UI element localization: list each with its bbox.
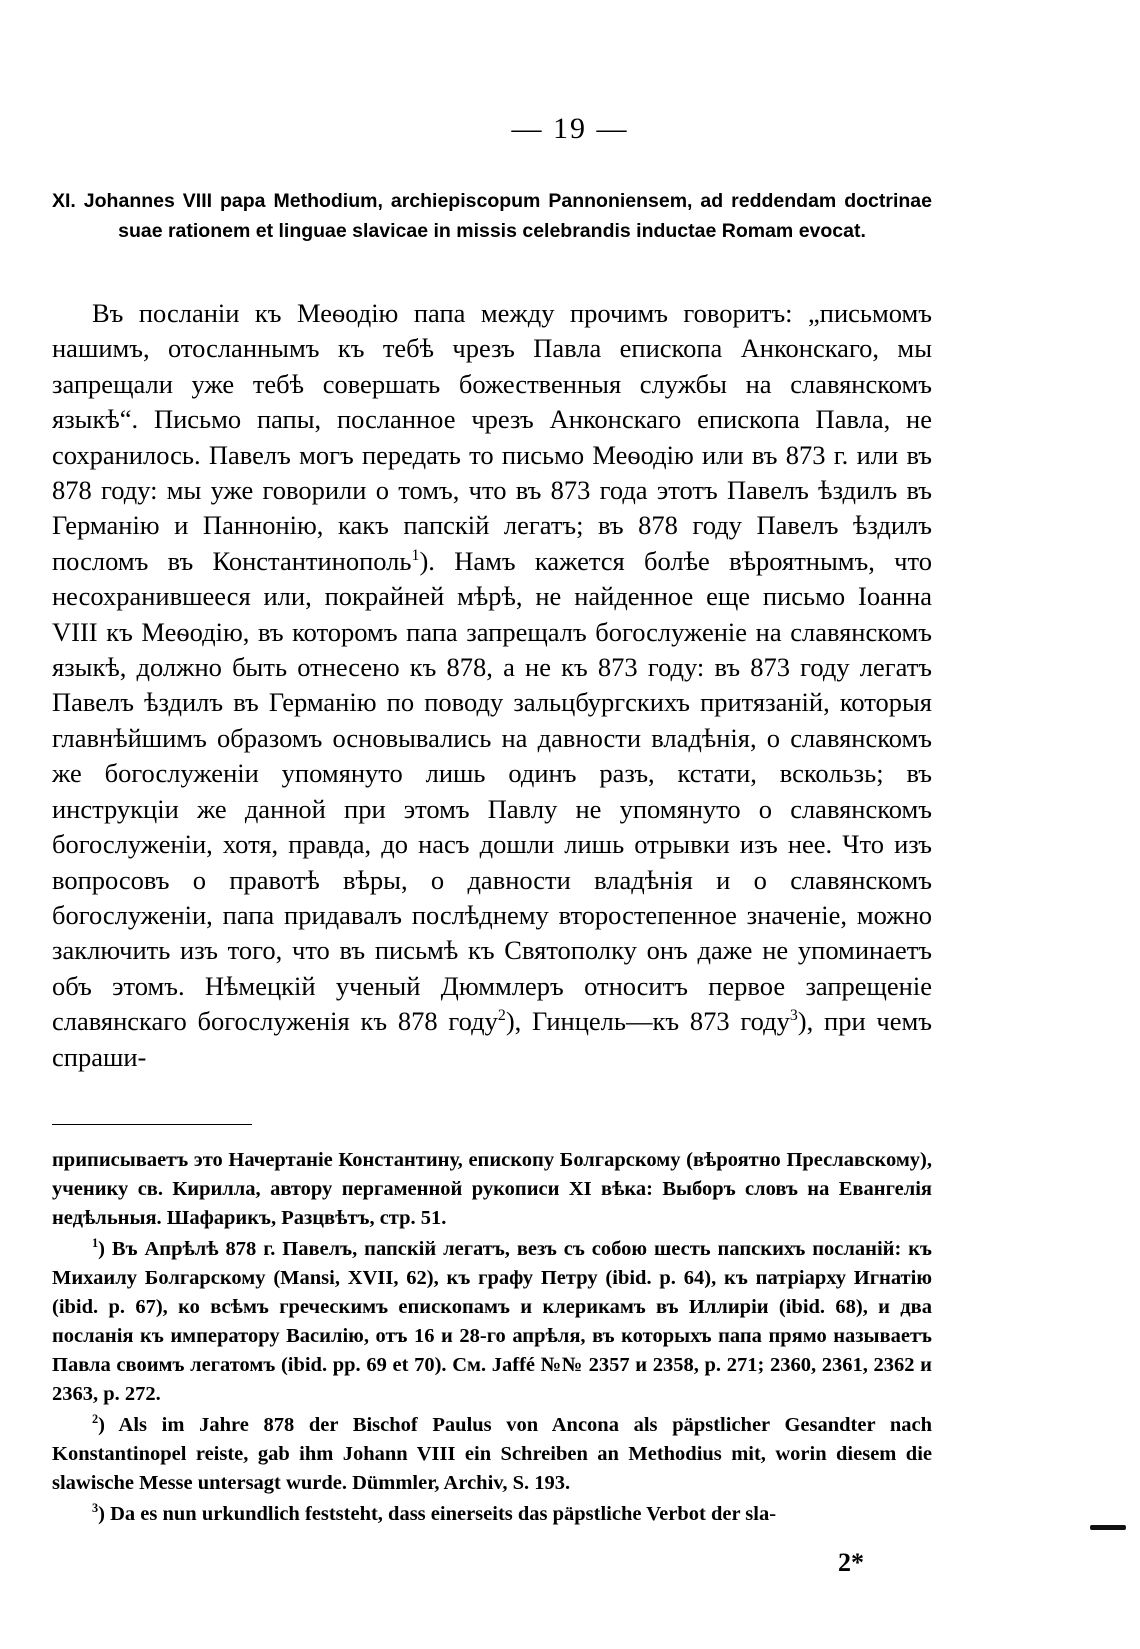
body-text-part-2: ). Намъ кажется болѣе вѣроятнымъ, что несохранившееся или, покрайней мѣрѣ, не найденное еще письмо Іоанна VIII къ Меѳодію, въ которомъ папа запрещалъ богослуженіе на славянскомъ языкѣ, должно быть отнесено къ 878, а не къ 873 году: въ 873 году легатъ Павелъ ѣздилъ въ Германію по поводу зальцбургскихъ притязаній, которыя главнѣйшимъ образомъ основывались на давности владѣнія, о славянскомъ же богослуженіи упомянуто лишь одинъ разъ, кстати, вскользь; въ инструкціи же данной при этомъ Павлу не упомянуто о славянскомъ богослуженіи, хотя, правда, до насъ дошли лишь отрывки изъ нее. Что изъ вопросовъ о правотѣ вѣры, о давности владѣнія и о славянскомъ богослуженіи, папа придавалъ послѣднему второстепенное значеніе, можно заключить изъ того, что въ письмѣ къ Святополку онъ даже не упоминаетъ объ этомъ. Нѣмецкій ученый Дюммлеръ относитъ первое запрещеніе славянскаго богослуженія къ 878 году xyxy=(52,545,932,1037)
body-text-part-3: ), Гинцель—къ 873 году xyxy=(505,1006,790,1037)
footnote-continued: приписываетъ это Начертаніе Константину, епископу Болгарскому (вѣроятно Преславскому), ученику св. Кирилла, автору пергаменной рукописи XI вѣка: Выборъ словъ на Евангелія недѣльныя. Шафарикъ, Разцвѣтъ, стр. 51. xyxy=(52,1149,932,1229)
footnote-divider xyxy=(52,1124,252,1125)
page-number: — 19 — xyxy=(511,112,629,145)
footnote-3-text: ) Da es nun urkundlich feststeht, dass einerseits das päpstliche Verbot der sla- xyxy=(98,1503,777,1525)
footnote-2 xyxy=(52,1411,932,1498)
footnote-1-text: ) Въ Апрѣлѣ 878 г. Павелъ, папскій легатъ, везъ съ собою шесть папскихъ посланій: къ Михаилу Болгарскому (Mansi, XVII, 62), къ графу Петру (ibid. p. 64), къ патріарху Игнатію (ibid. p. 67), ко всѣмъ греческимъ епископамъ и клерикамъ въ Иллиріи (ibid. 68), и два посланія къ императору Василію, отъ 16 и 28-го апрѣля, въ которыхъ папа прямо называетъ Павла своимъ легатомъ (ibid. pp. 69 et 70). См. Jaffé №№ 2357 и 2358, p. 271; 2360, 2361, 2362 и 2363, p. 272. xyxy=(52,1238,932,1405)
body-paragraph xyxy=(52,296,932,1075)
margin-scan-mark xyxy=(1090,1525,1126,1530)
footnote-3 xyxy=(52,1500,932,1529)
footnote-ref-1: 1 xyxy=(411,547,420,565)
footnote-2-text: ) Als im Jahre 878 der Bischof Paulus von Ancona als päpstlicher Gesandter nach Konstantinopel reiste, gab ihm Johann VIII ein Schreiben an Methodius mit, worin diesem die slawische Messe untersagt wurde. Dümmler, Archiv, S. 193. xyxy=(52,1414,932,1494)
section-heading: XI. Johannes VIII papa Methodium, archiepiscopum Pannoniensem, ad reddendam doctrinae suae rationem et linguae slavicae in missis celebrandis inductae Romam evocat. xyxy=(52,190,932,242)
footnote-1 xyxy=(52,1235,932,1409)
footnote-2-marker: 2 xyxy=(92,1412,99,1427)
body-text-part-1: Въ посланіи къ Меѳодію папа между прочимъ говоритъ: „письмомъ нашимъ, отосланнымъ къ тебѣ чрезъ Павла епископа Анконскаго, мы запрещали уже тебѣ совершать божественныя службы на славянскомъ языкѣ“. Письмо папы, посланное чрезъ Анконскаго епископа Павла, не сохранилось. Павелъ могъ передать то письмо Меѳодію или въ 873 г. или въ 878 году: мы уже говорили о томъ, что въ 873 года этотъ Павелъ ѣздилъ въ Германію и Паннонію, какъ папскій легатъ; въ 878 году Павелъ ѣздилъ посломъ въ Константинополь xyxy=(52,298,932,576)
footnotes-block xyxy=(52,1146,932,1531)
footnote-ref-3: 3 xyxy=(789,1007,798,1025)
signature-mark: 2* xyxy=(838,1548,864,1577)
footnote-1-marker: 1 xyxy=(92,1236,99,1251)
footnote-3-marker: 3 xyxy=(92,1501,99,1516)
body-text-part-4: ), при чемъ спраши- xyxy=(52,1006,932,1072)
footnote-ref-2: 2 xyxy=(497,1007,506,1025)
